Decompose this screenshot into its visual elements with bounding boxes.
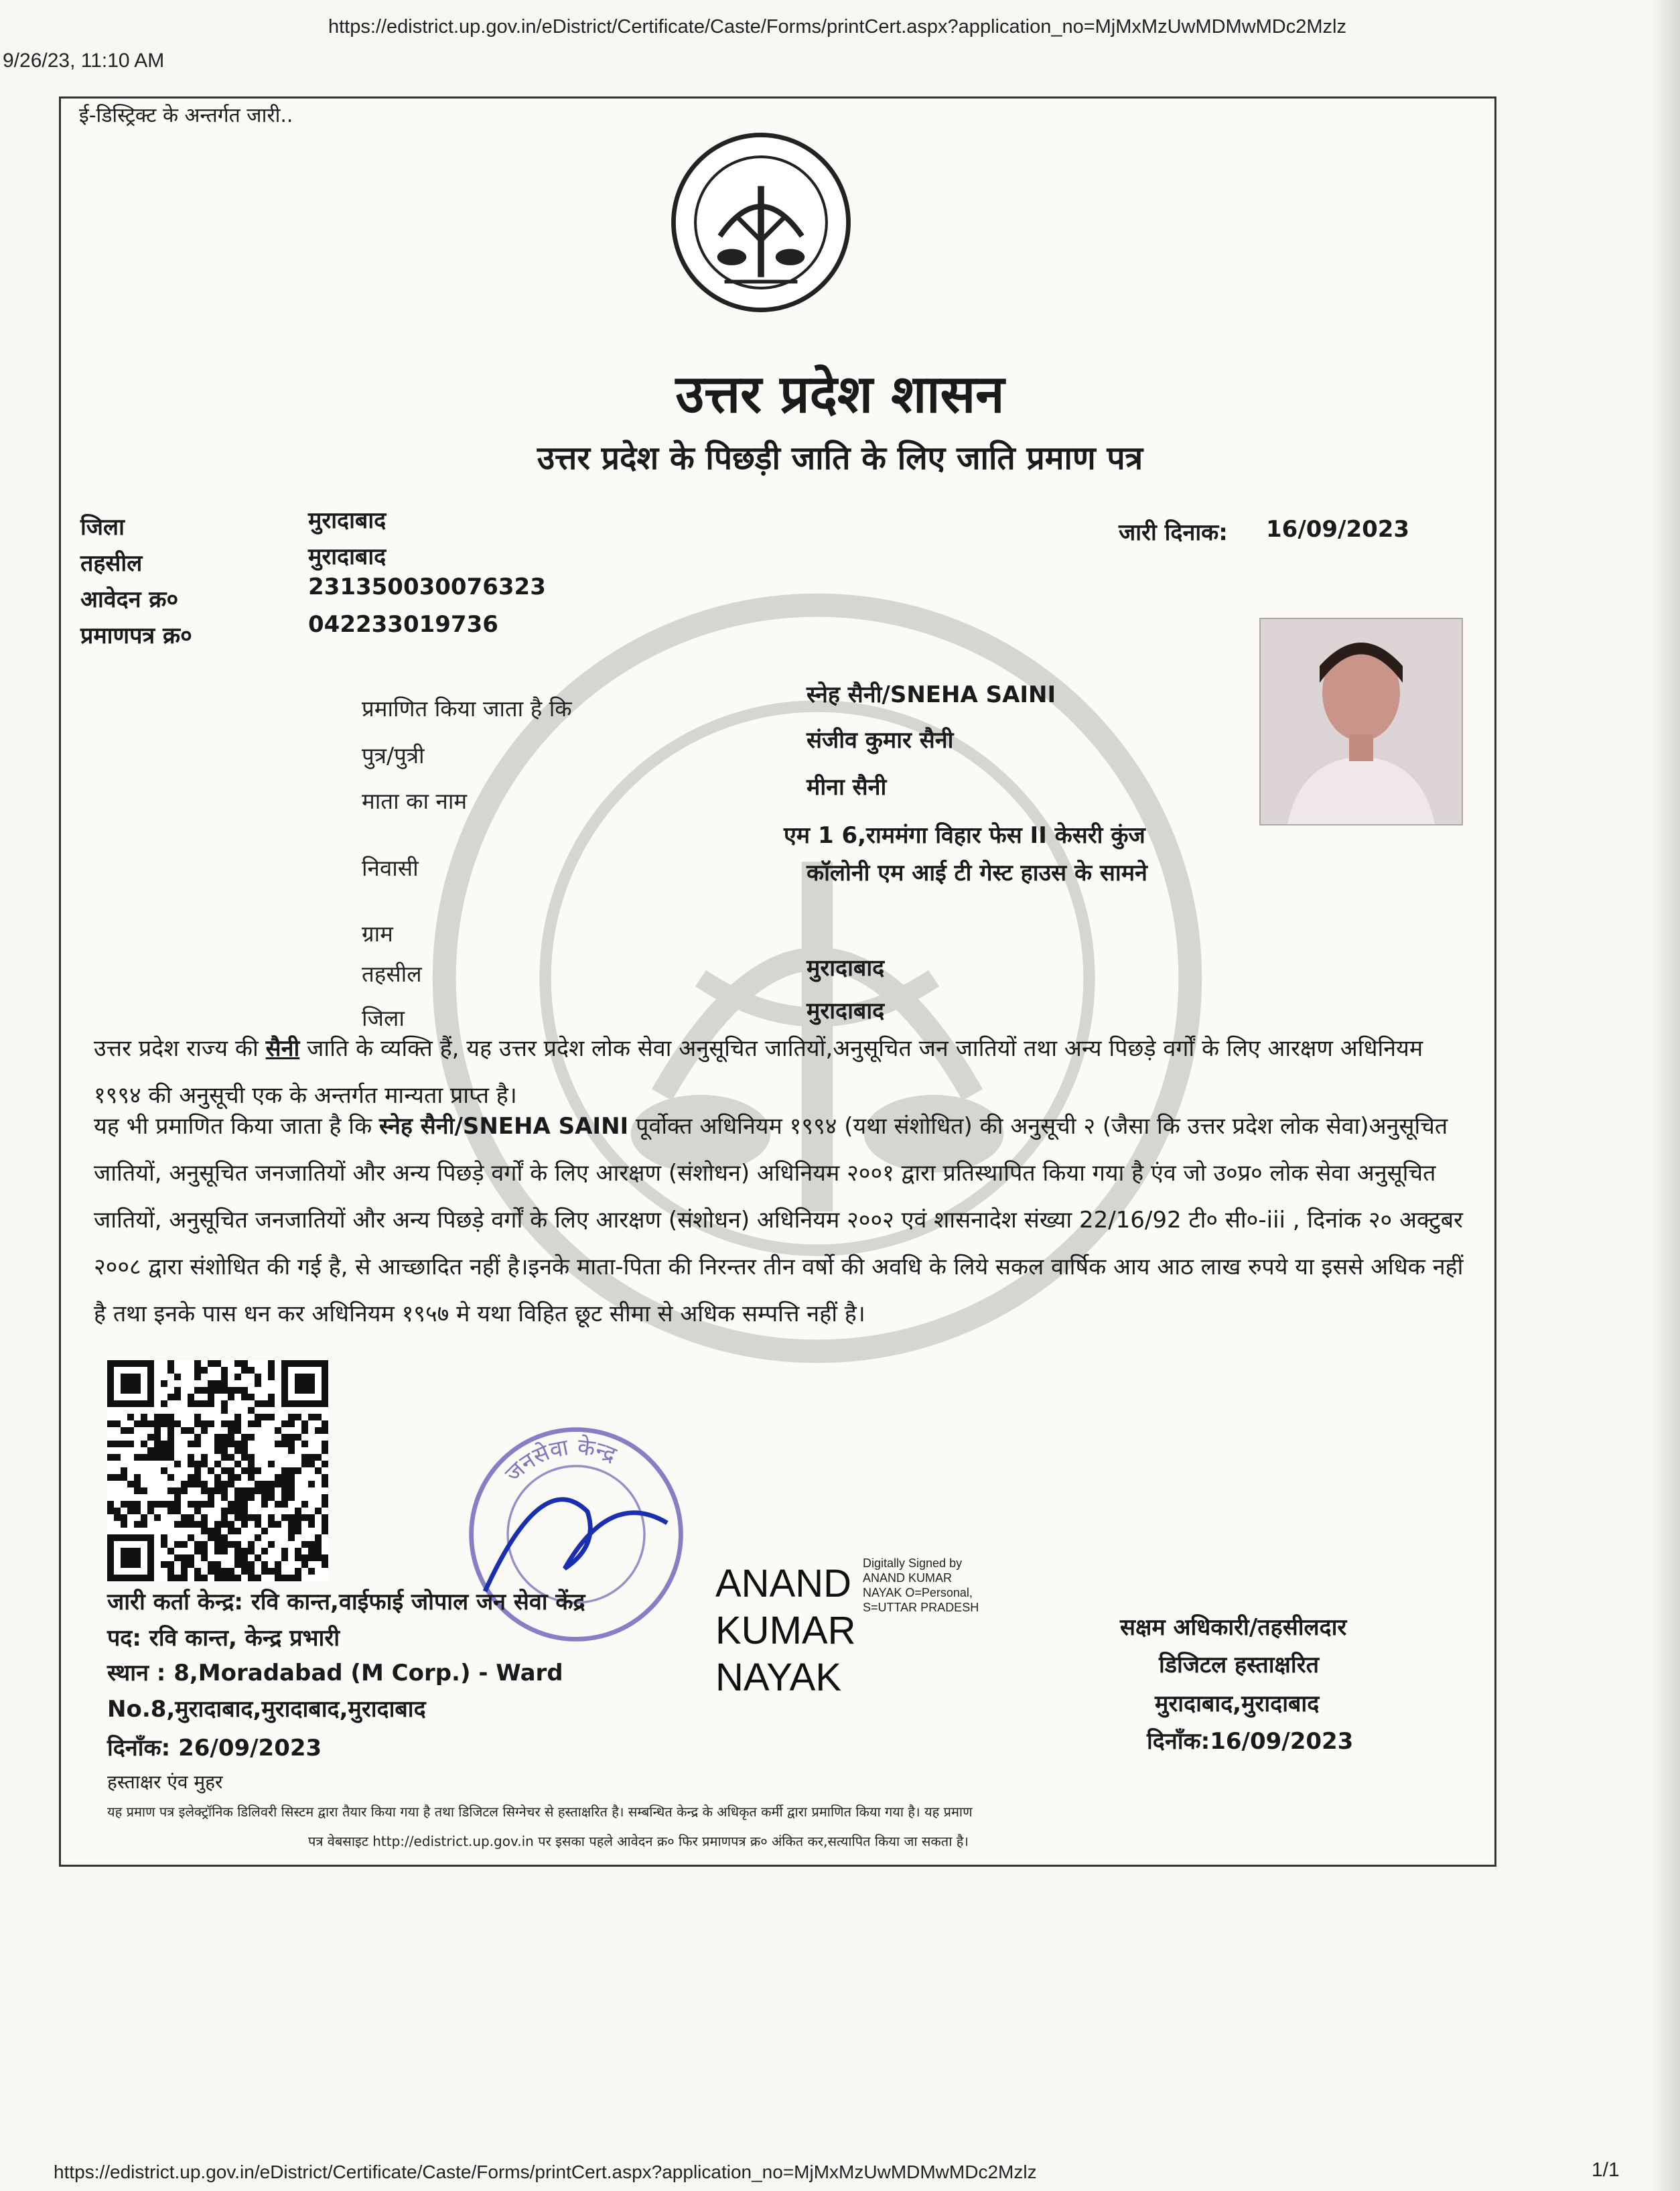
resident-label: निवासी (362, 855, 419, 881)
scan-edge (1653, 0, 1680, 2191)
authority-title: सक्षम अधिकारी/तहसीलदार (1120, 1614, 1347, 1641)
print-url-top[interactable]: https://edistrict.up.gov.in/eDistrict/Certificate/Caste/Forms/printCert.aspx?application_no=MjMxMzUwMDMwMDc2Mzlz (328, 16, 1346, 38)
mother-name: मीना सैनी (807, 774, 887, 801)
government-title: उत्तर प्रदेश शासन (675, 364, 1005, 425)
verification-qr-code (107, 1360, 328, 1581)
authority-signed: डिजिटल हस्ताक्षरित (1159, 1652, 1319, 1678)
district-label: जिला (80, 514, 125, 541)
print-url-bottom[interactable]: https://edistrict.up.gov.in/eDistrict/Certificate/Caste/Forms/printCert.aspx?application_no=MjMxMzUwMDMwMDc2Mzlz (54, 2162, 1037, 2182)
application-number: 231350030076323 (308, 574, 546, 600)
p2-applicant-name: स्नेह सैनी/SNEHA SAINI (379, 1113, 629, 1140)
person-district-label: जिला (362, 1005, 405, 1031)
applicant-photo (1259, 618, 1463, 825)
svg-text:जनसेवा केन्द्र (500, 1434, 621, 1488)
person-district-value: मुरादाबाद (807, 998, 885, 1024)
certified-label: प्रमाणित किया जाता है कि (362, 695, 572, 722)
child-of-label: पुत्र/पुत्री (362, 742, 425, 769)
issuer-post: पद: रवि कान्त, केन्द्र प्रभारी (107, 1625, 340, 1652)
p1-text-b: जाति के व्यक्ति हैं, यह उत्तर प्रदेश लोक सेवा अनुसूचित जातियों,अनुसूचित जन जातियों तथा अन्य पिछड़े वर्गों के लिए आरक्षण अधिनियम १९९४ की अनुसूची एक के अन्तर्गत मान्यता प्राप्त है। (94, 1035, 1423, 1109)
tehsil-value: मुरादाबाद (308, 543, 387, 570)
issued-under-note: ई-डिस्ट्रिक्ट के अन्तर्गत जारी.. (79, 104, 293, 127)
issuer-place-2: No.8,मुरादाबाद,मुरादाबाद,मुरादाबाद (107, 1696, 426, 1723)
authority-date: दिनाँक:16/09/2023 (1147, 1728, 1354, 1755)
certificate-title: उत्तर प्रदेश के पिछड़ी जाति के लिए जाति प्रमाण पत्र (537, 440, 1143, 477)
digital-signer-name-3: NAYAK (715, 1656, 842, 1699)
father-name: संजीव कुमार सैनी (807, 727, 954, 754)
issue-date-value: 16/09/2023 (1266, 516, 1410, 543)
p2-text-b: पूर्वोक्त अधिनियम १९९४ (यथा संशोधित) की अनुसूची २ (जैसा कि उत्तर प्रदेश लोक सेवा)अनुसूचित जातियों, अनुसूचित जनजातियों और अन्य पिछड़े वर्गों के लिए आरक्षण (संशोधन) अधिनियम २००१ द्वारा प्रतिस्थापित किया गया है एंव जो उ०प्र० लोक सेवा अनुसूचित जातियों, अनुसूचित जनजातियों और अन्य पिछड़े वर्गों के लिए आरक्षण (संशोधन) अधिनियम २००२ एवं शासनादेश संख्या 22/16/92 टी० सी०-iii , दिनांक २० अक्टुबर २००८ द्वारा संशोधित की गई है, से आच्छादित नहीं है।इनके माता-पिता की निरन्तर तीन वर्षो की अवधि के लिये सकल वार्षिक आय आठ लाख रुपये या इससे अधिक नहीं है तथा इनके पास धन कर अधिनियम १९५७ मे यथा विहित छूट सीमा से अधिक सम्पत्ति नहीं है। (94, 1113, 1464, 1327)
applicant-name: स्नेह सैनी/SNEHA SAINI (807, 681, 1056, 708)
certificate-number: 042233019736 (308, 611, 498, 638)
district-value: मुरादाबाद (308, 507, 387, 534)
stamp-text: जनसेवा केन्द्र (500, 1433, 620, 1488)
mother-label: माता का नाम (362, 788, 468, 814)
signature-seal-label: हस्ताक्षर एंव मुहर (107, 1771, 223, 1793)
dsig-detail-4: S=UTTAR PRADESH (863, 1601, 979, 1614)
digital-signature-details (863, 1556, 979, 1615)
dsig-detail-3: NAYAK O=Personal, (863, 1586, 973, 1599)
issue-date-label: जारी दिनाक: (1119, 519, 1228, 546)
digital-signer-name-1: ANAND (715, 1562, 852, 1605)
paragraph-income-certification (94, 1103, 1474, 1337)
print-timestamp: 9/26/23, 11:10 AM (3, 50, 165, 72)
up-emblem-seal (670, 131, 852, 314)
person-tehsil-label: तहसील (362, 961, 422, 987)
caste-name: सैनी (265, 1035, 300, 1062)
dsig-detail-2: ANAND KUMAR (863, 1571, 953, 1585)
issuer-place-1: स्थान : 8,Moradabad (M Corp.) - Ward (107, 1660, 563, 1686)
issuer-date: दिनाँक: 26/09/2023 (107, 1735, 322, 1762)
person-tehsil-value: मुरादाबाद (807, 955, 885, 982)
address-line-1: एम 1 6,राममंगा विहार फेस II केसरी कुंज (784, 822, 1145, 849)
address-line-2: कॉलोनी एम आई टी गेस्ट हाउस के सामने (807, 860, 1147, 886)
issuing-center: जारी कर्ता केन्द्र: रवि कान्त,वाईफाई जोपाल जन सेवा केंद्र (107, 1589, 585, 1615)
footer-note-line-2: पत्र वेबसाइट http://edistrict.up.gov.in पर इसका पहले आवेदन क्र० फिर प्रमाणपत्र क्र० अंकित कर,सत्यापित किया जा सकता है। (308, 1833, 969, 1849)
digital-signer-name-2: KUMAR (715, 1609, 856, 1652)
print-page-count: 1/1 (1592, 2159, 1620, 2181)
p2-text-a: यह भी प्रमाणित किया जाता है कि (94, 1113, 380, 1140)
certificate-number-label: प्रमाणपत्र क्र० (80, 622, 192, 649)
authority-place: मुरादाबाद,मुरादाबाद (1155, 1690, 1320, 1717)
village-label: ग्राम (362, 921, 393, 947)
p1-text-a: उत्तर प्रदेश राज्य की (94, 1035, 266, 1062)
dsig-detail-1: Digitally Signed by (863, 1556, 963, 1570)
footer-note-line-1: यह प्रमाण पत्र इलेक्ट्रॉनिक डिलिवरी सिस्टम द्वारा तैयार किया गया है तथा डिजिटल सिग्नेचर से हस्ताक्षरित है। सम्बन्धित केन्द्र के अधिकृत कर्मी द्वारा प्रमाणित किया गया है। यह प्रमाण (107, 1804, 973, 1820)
application-label: आवेदन क्र० (80, 586, 179, 613)
tehsil-label: तहसील (80, 550, 143, 577)
